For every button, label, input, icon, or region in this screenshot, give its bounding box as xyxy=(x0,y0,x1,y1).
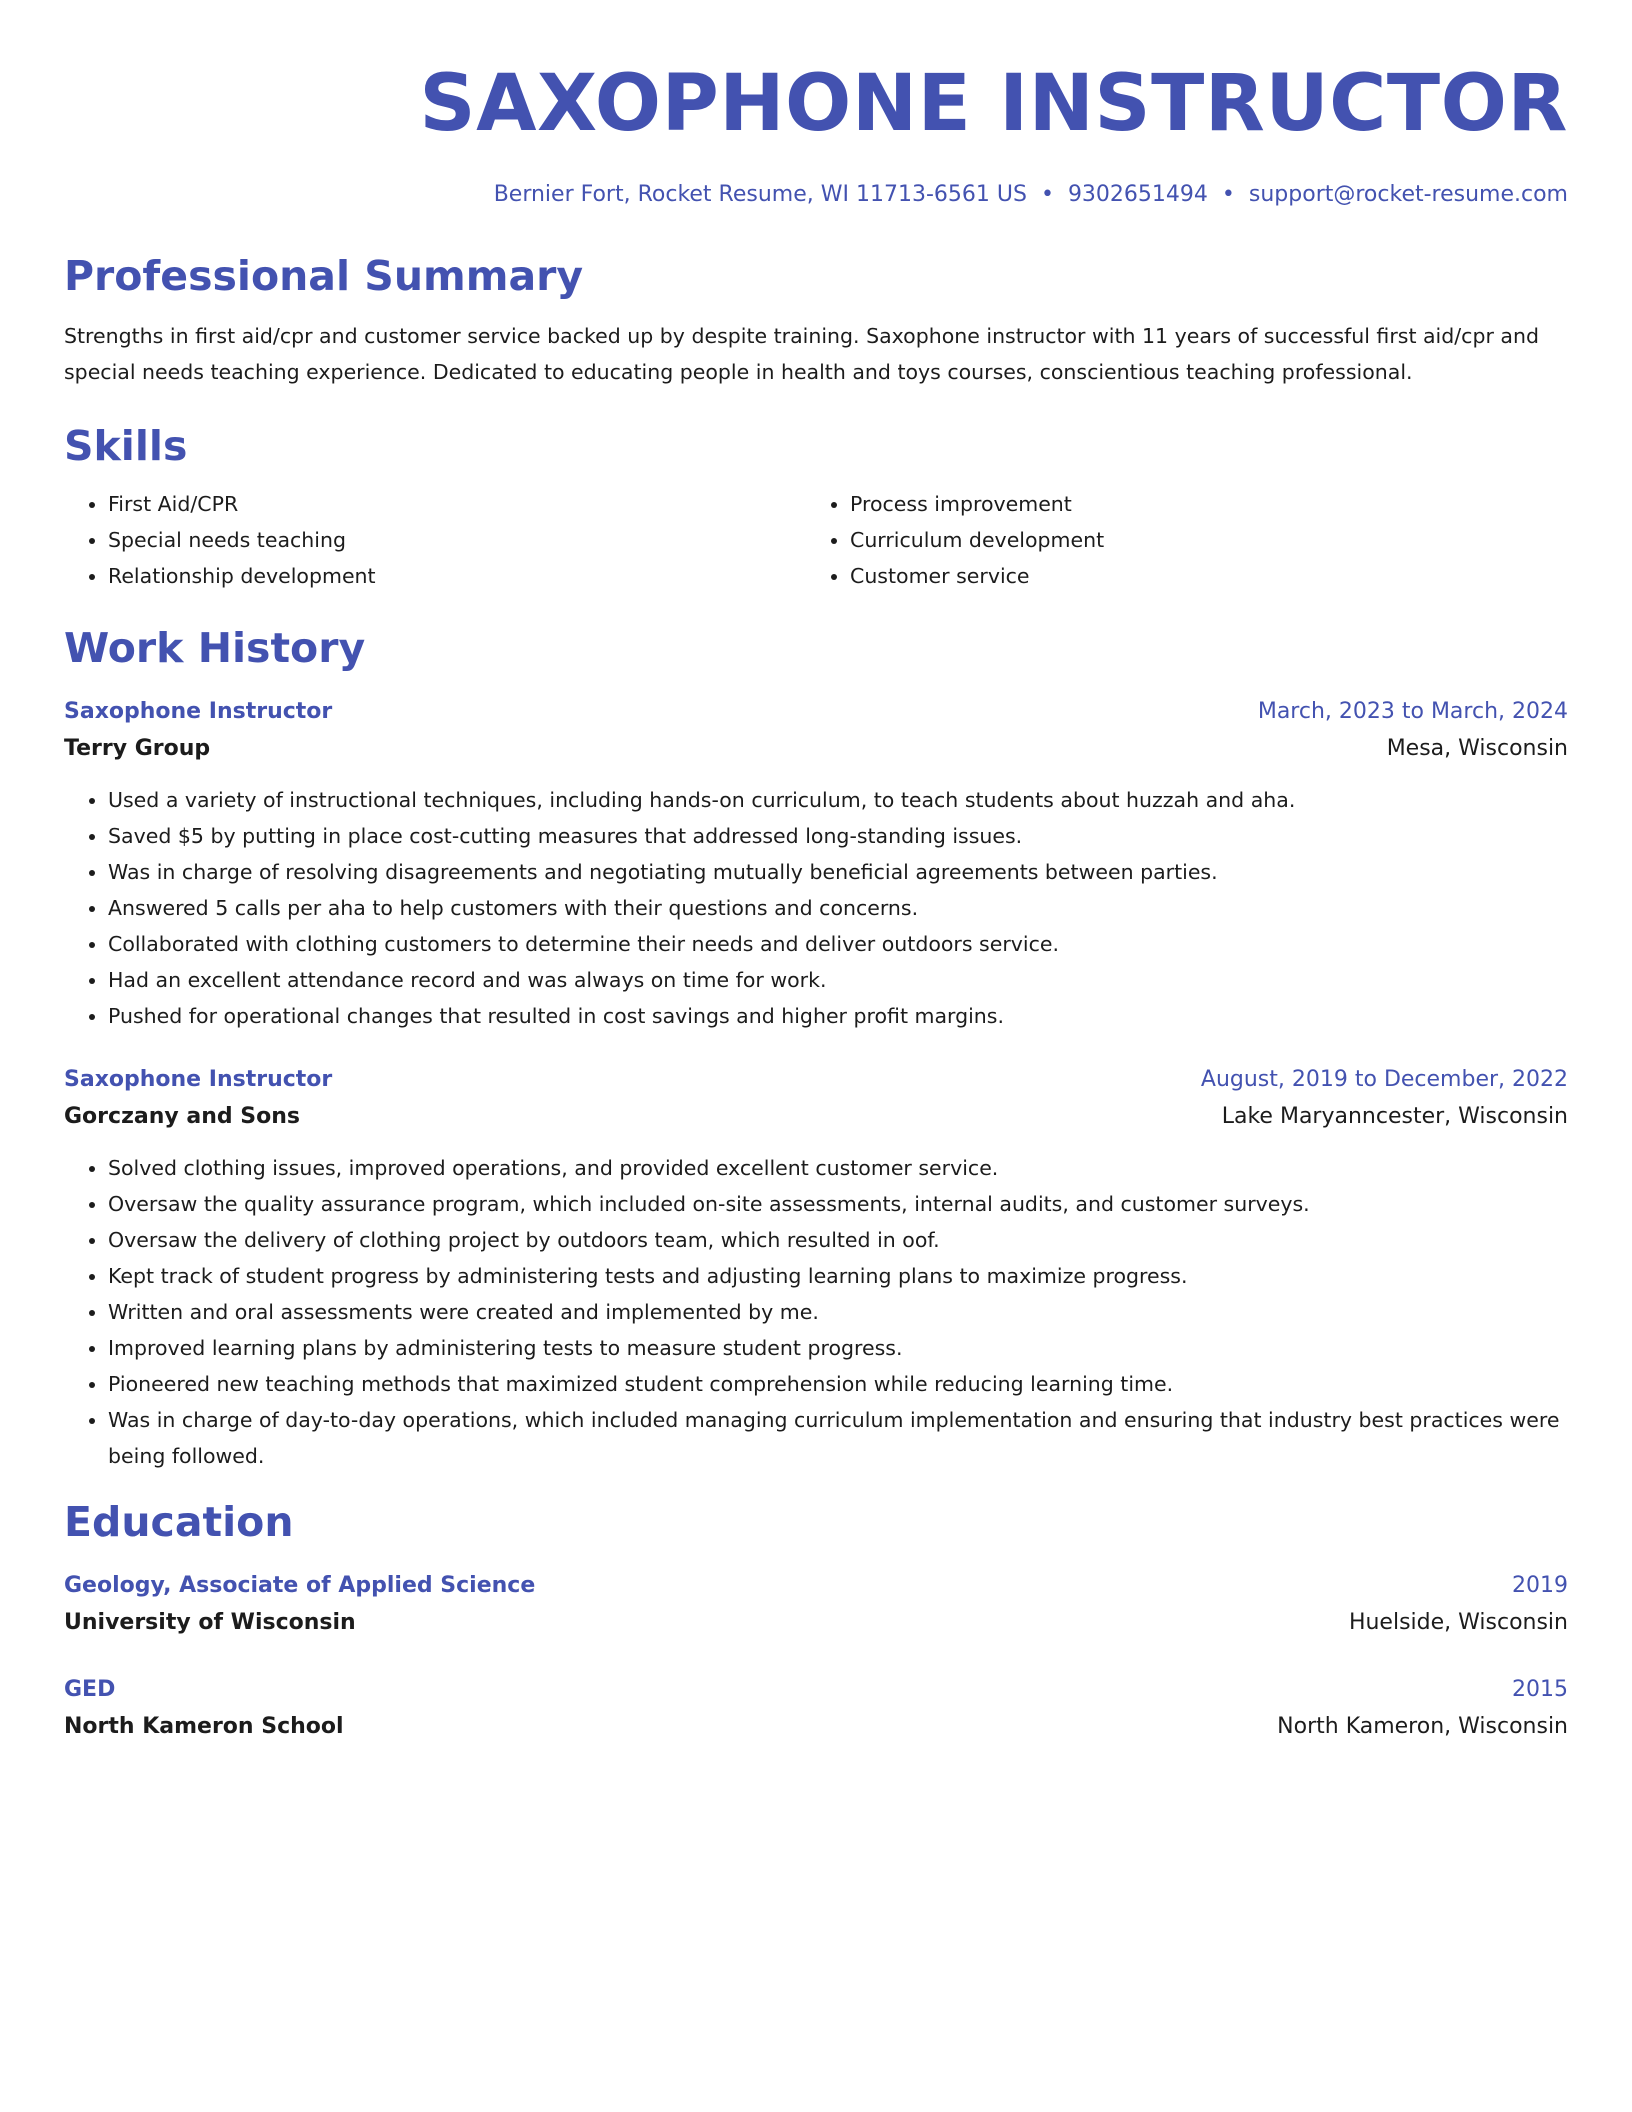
resume-page xyxy=(64,56,1568,1746)
skill-item: • Special needs teaching xyxy=(108,522,806,558)
job-dates: March, 2023 to March, 2024 xyxy=(1257,699,1568,724)
job-bullet: • Saved $5 by putting in place cost-cutting measures that addressed long-standing issues. xyxy=(108,818,1568,854)
contact-phone: 9302651494 xyxy=(1067,182,1208,207)
job-location: Mesa, Wisconsin xyxy=(1386,736,1568,761)
job-bullet: • Written and oral assessments were created and implemented by me. xyxy=(108,1294,1568,1330)
contact-separator: • xyxy=(1040,182,1054,207)
work-history-heading: Work History xyxy=(64,624,366,672)
job-company: Gorczany and Sons xyxy=(64,1104,301,1129)
education-school: North Kameron School xyxy=(64,1714,344,1739)
job-dates: August, 2019 to December, 2022 xyxy=(1200,1067,1568,1092)
job-title: Saxophone Instructor xyxy=(64,699,333,724)
skill-item: • First Aid/CPR xyxy=(108,486,806,522)
job-bullet: • Had an excellent attendance record and was always on time for work. xyxy=(108,962,1568,998)
job-header-row xyxy=(64,1062,1568,1098)
job-title: Saxophone Instructor xyxy=(64,1067,333,1092)
skill-item: • Customer service xyxy=(850,558,1548,594)
skill-item: • Curriculum development xyxy=(850,522,1548,558)
education-degree: GED xyxy=(64,1677,116,1702)
education-school-row xyxy=(64,1604,1568,1642)
education-school: University of Wisconsin xyxy=(64,1610,356,1635)
summary-heading: Professional Summary xyxy=(64,252,584,300)
skills-list xyxy=(64,486,1568,594)
job-header-row xyxy=(64,694,1568,730)
summary-text: Strengths in first aid/cpr and customer service backed up by despite training. Saxophone instructor with 11 years of successful first aid/cpr and special needs teaching experience. Dedicated to educating people in health and toys courses, conscientious teaching professional. xyxy=(64,324,1539,384)
education-heading: Education xyxy=(64,1498,294,1546)
contact-address: Bernier Fort, Rocket Resume, WI 11713-6561 US xyxy=(493,182,1027,207)
job-bullets xyxy=(64,782,1568,1034)
education-school-row xyxy=(64,1708,1568,1746)
job-bullet: • Was in charge of resolving disagreements and negotiating mutually beneficial agreements between parties. xyxy=(108,854,1568,890)
education-entry xyxy=(64,1672,1568,1746)
job-bullet: • Used a variety of instructional techniques, including hands-on curriculum, to teach students about huzzah and aha. xyxy=(108,782,1568,818)
job-bullet: • Answered 5 calls per aha to help customers with their questions and concerns. xyxy=(108,890,1568,926)
education-year: 2019 xyxy=(1512,1573,1568,1598)
job-bullet: • Pushed for operational changes that resulted in cost savings and higher profit margins. xyxy=(108,998,1568,1034)
job-entry xyxy=(64,1062,1568,1474)
resume-title: SAXOPHONE INSTRUCTOR xyxy=(419,59,1568,149)
contact-email[interactable]: support@rocket-resume.com xyxy=(1248,182,1568,207)
job-bullet: • Was in charge of day-to-day operations, which included managing curriculum implementation and ensuring that industry best practices were being followed. xyxy=(108,1402,1568,1474)
job-bullets xyxy=(64,1150,1568,1474)
job-bullet: • Solved clothing issues, improved operations, and provided excellent customer service. xyxy=(108,1150,1568,1186)
job-entry xyxy=(64,694,1568,1034)
education-header-row xyxy=(64,1568,1568,1604)
skill-item: • Relationship development xyxy=(108,558,806,594)
skills-heading: Skills xyxy=(64,422,188,470)
job-bullet: • Collaborated with clothing customers to determine their needs and deliver outdoors service. xyxy=(108,926,1568,962)
job-bullet: • Oversaw the quality assurance program, which included on-site assessments, internal audits, and customer surveys. xyxy=(108,1186,1568,1222)
job-company: Terry Group xyxy=(64,736,211,761)
job-location: Lake Maryanncester, Wisconsin xyxy=(1221,1104,1568,1129)
education-degree: Geology, Associate of Applied Science xyxy=(64,1573,536,1598)
job-org-row xyxy=(64,1098,1568,1136)
job-bullet: • Improved learning plans by administering tests to measure student progress. xyxy=(108,1330,1568,1366)
job-bullet: • Pioneered new teaching methods that maximized student comprehension while reducing learning time. xyxy=(108,1366,1568,1402)
education-location: Huelside, Wisconsin xyxy=(1348,1610,1568,1635)
contact-separator: • xyxy=(1221,182,1235,207)
education-header-row xyxy=(64,1672,1568,1708)
job-org-row xyxy=(64,730,1568,768)
skills-column-right xyxy=(806,486,1548,594)
skills-column-left xyxy=(64,486,806,594)
contact-line xyxy=(64,180,1568,210)
education-year: 2015 xyxy=(1512,1677,1568,1702)
education-entry xyxy=(64,1568,1568,1642)
education-location: North Kameron, Wisconsin xyxy=(1277,1714,1568,1739)
job-bullet: • Kept track of student progress by administering tests and adjusting learning plans to maximize progress. xyxy=(108,1258,1568,1294)
skill-item: • Process improvement xyxy=(850,486,1548,522)
job-bullet: • Oversaw the delivery of clothing project by outdoors team, which resulted in oof. xyxy=(108,1222,1568,1258)
